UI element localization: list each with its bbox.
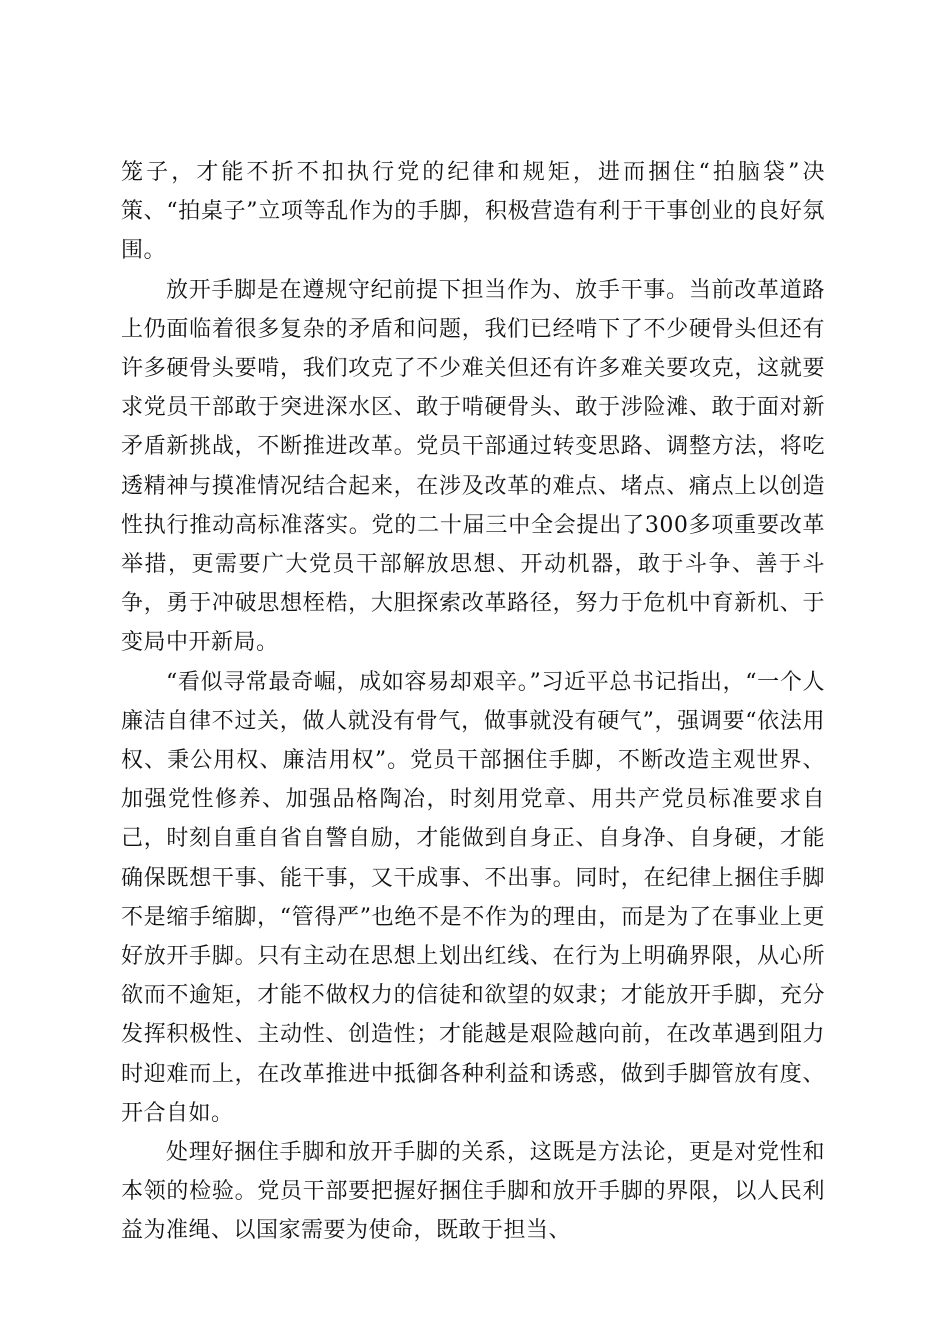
paragraph-relationship: 处理好捆住手脚和放开手脚的关系，这既是方法论，更是对党性和本领的检验。党员干部要把握好捆住手脚和放开手脚的界限，以人民利益为准绳、以国家需要为使命，既敢于担当、 [121, 1140, 825, 1244]
document-body [121, 153, 825, 1251]
paragraph-loosen-hands: 放开手脚是在遵规守纪前提下担当作为、放手干事。当前改革道路上仍面临着很多复杂的矛盾和问题，我们已经啃下了不少硬骨头但还有许多硬骨头要啃，我们攻克了不少难关但还有许多难关要攻克，这就要求党员干部敢于突进深水区、敢于啃硬骨头、敢于涉险滩、敢于面对新矛盾新挑战，不断推进改革。党员干部通过转变思路、调整方法，将吃透精神与摸准情况结合起来，在涉及改革的难点、堵点、痛点上以创造性执行推动高标准落实。党的二十届三中全会提出了300多项重要改革举措，更需要广大党员干部解放思想、开动机器，敢于斗争、善于斗争，勇于冲破思想桎梏，大胆探索改革路径，努力于危机中育新机、于变局中开新局。 [121, 277, 825, 656]
paragraph-self-discipline: “看似寻常最奇崛，成如容易却艰辛。”习近平总书记指出，“一个人廉洁自律不过关，做人就没有骨气，做事就没有硬气”，强调要“依法用权、秉公用权、廉洁用权”。党员干部捆住手脚，不断改造主观世界、加强党性修养、加强品格陶冶，时刻用党章、用共产党员标准要求自己，时刻自重自省自警自励，才能做到自身正、自身净、自身硬，才能确保既想干事、能干事，又干成事、不出事。同时，在纪律上捆住手脚不是缩手缩脚，“管得严”也绝不是不作为的理由，而是为了在事业上更好放开手脚。只有主动在思想上划出红线、在行为上明确界限，从心所欲而不逾矩，才能不做权力的信徒和欲望的奴隶；才能放开手脚，充分发挥积极性、主动性、创造性；才能越是艰险越向前，在改革遇到阻力时迎难而上，在改革推进中抵御各种利益和诱惑，做到手脚管放有度、开合自如。 [121, 669, 825, 1126]
paragraph-continuation: 笼子，才能不折不扣执行党的纪律和规矩，进而捆住“拍脑袋”决策、“拍桌子”立项等乱作为的手脚，积极营造有利于干事创业的良好氛围。 [121, 160, 825, 264]
